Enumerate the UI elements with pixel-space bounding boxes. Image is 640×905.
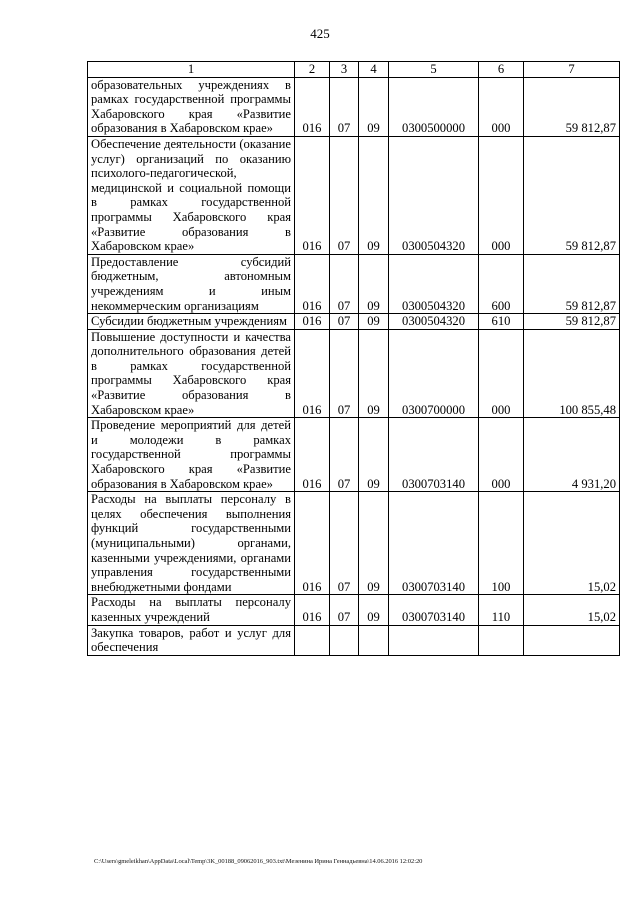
- cell-amount: 15,02: [524, 492, 620, 595]
- cell-subsection: 09: [359, 595, 389, 625]
- cell-amount: 59 812,87: [524, 77, 620, 136]
- cell-ministry: 016: [295, 329, 330, 418]
- cell-section: 07: [330, 136, 359, 254]
- cell-target-article: [389, 625, 479, 655]
- row-description: Расходы на выплаты персоналу казенных учреждений: [88, 595, 295, 625]
- cell-section: 07: [330, 77, 359, 136]
- table-row: [88, 329, 620, 418]
- cell-section: 07: [330, 329, 359, 418]
- table-row: [88, 254, 620, 313]
- column-header: 4: [359, 62, 389, 78]
- cell-amount: 59 812,87: [524, 314, 620, 330]
- table-row: [88, 625, 620, 655]
- column-header: 5: [389, 62, 479, 78]
- cell-section: 07: [330, 418, 359, 492]
- cell-target-article: 0300700000: [389, 329, 479, 418]
- cell-expense-type: 000: [479, 329, 524, 418]
- row-description: Закупка товаров, работ и услуг для обеспечения: [88, 625, 295, 655]
- cell-expense-type: 600: [479, 254, 524, 313]
- cell-amount: [524, 625, 620, 655]
- cell-section: 07: [330, 254, 359, 313]
- cell-section: 07: [330, 595, 359, 625]
- cell-subsection: 09: [359, 329, 389, 418]
- cell-target-article: 0300703140: [389, 595, 479, 625]
- cell-subsection: 09: [359, 418, 389, 492]
- cell-target-article: 0300703140: [389, 492, 479, 595]
- column-header: 3: [330, 62, 359, 78]
- cell-expense-type: [479, 625, 524, 655]
- column-header: 1: [88, 62, 295, 78]
- cell-subsection: 09: [359, 492, 389, 595]
- row-description: Повышение доступности и качества дополнительного образования детей в рамках государственной программы Хабаровского края «Развитие образования в Хабаровском крае»: [88, 329, 295, 418]
- row-description: Обеспечение деятельности (оказание услуг) организаций по оказанию психолого-педагогической, медицинской и социальной помощи в рамках государственной программы Хабаровского края «Развитие образования в Хабаровском крае»: [88, 136, 295, 254]
- cell-ministry: 016: [295, 136, 330, 254]
- cell-section: 07: [330, 492, 359, 595]
- cell-ministry: 016: [295, 254, 330, 313]
- cell-expense-type: 000: [479, 418, 524, 492]
- cell-subsection: 09: [359, 77, 389, 136]
- row-description: Расходы на выплаты персоналу в целях обеспечения выполнения функций государственными (муниципальными) органами, казенными учреждениями, органами управления государственными внебюджетными фондами: [88, 492, 295, 595]
- cell-amount: 15,02: [524, 595, 620, 625]
- column-header: 7: [524, 62, 620, 78]
- cell-amount: 4 931,20: [524, 418, 620, 492]
- budget-table: [87, 61, 620, 656]
- cell-ministry: 016: [295, 492, 330, 595]
- cell-ministry: 016: [295, 314, 330, 330]
- cell-subsection: 09: [359, 314, 389, 330]
- column-header: 2: [295, 62, 330, 78]
- cell-expense-type: 000: [479, 136, 524, 254]
- cell-section: [330, 625, 359, 655]
- cell-ministry: 016: [295, 595, 330, 625]
- footer-file-path: C:\Users\gmeleikhan\AppData\Local\Temp\3K_00188_09062016_903.txt\Мезенина Ирина Геннадьевна\14.06.2016 12:02:20: [94, 858, 423, 865]
- cell-expense-type: 000: [479, 77, 524, 136]
- cell-subsection: [359, 625, 389, 655]
- cell-target-article: 0300504320: [389, 314, 479, 330]
- cell-ministry: 016: [295, 77, 330, 136]
- cell-amount: 59 812,87: [524, 136, 620, 254]
- table-row: [88, 314, 620, 330]
- table-row: [88, 136, 620, 254]
- cell-target-article: 0300504320: [389, 254, 479, 313]
- cell-subsection: 09: [359, 136, 389, 254]
- cell-expense-type: 610: [479, 314, 524, 330]
- table-row: [88, 77, 620, 136]
- cell-ministry: 016: [295, 418, 330, 492]
- table-row: [88, 418, 620, 492]
- column-header: 6: [479, 62, 524, 78]
- row-description: Проведение мероприятий для детей и молодежи в рамках государственной программы Хабаровского края «Развитие образования в Хабаровском крае»: [88, 418, 295, 492]
- row-description: Субсидии бюджетным учреждениям: [88, 314, 295, 330]
- page-number: 425: [310, 26, 330, 41]
- cell-ministry: [295, 625, 330, 655]
- row-description: образовательных учреждениях в рамках государственной программы Хабаровского края «Развитие образования в Хабаровском крае»: [88, 77, 295, 136]
- cell-expense-type: 100: [479, 492, 524, 595]
- row-description: Предоставление субсидий бюджетным, автономным учреждениям и иным некоммерческим организациям: [88, 254, 295, 313]
- cell-target-article: 0300504320: [389, 136, 479, 254]
- cell-target-article: 0300500000: [389, 77, 479, 136]
- cell-expense-type: 110: [479, 595, 524, 625]
- cell-section: 07: [330, 314, 359, 330]
- table-header-row: [88, 62, 620, 78]
- table-row: [88, 492, 620, 595]
- cell-target-article: 0300703140: [389, 418, 479, 492]
- cell-subsection: 09: [359, 254, 389, 313]
- cell-amount: 100 855,48: [524, 329, 620, 418]
- table-row: [88, 595, 620, 625]
- cell-amount: 59 812,87: [524, 254, 620, 313]
